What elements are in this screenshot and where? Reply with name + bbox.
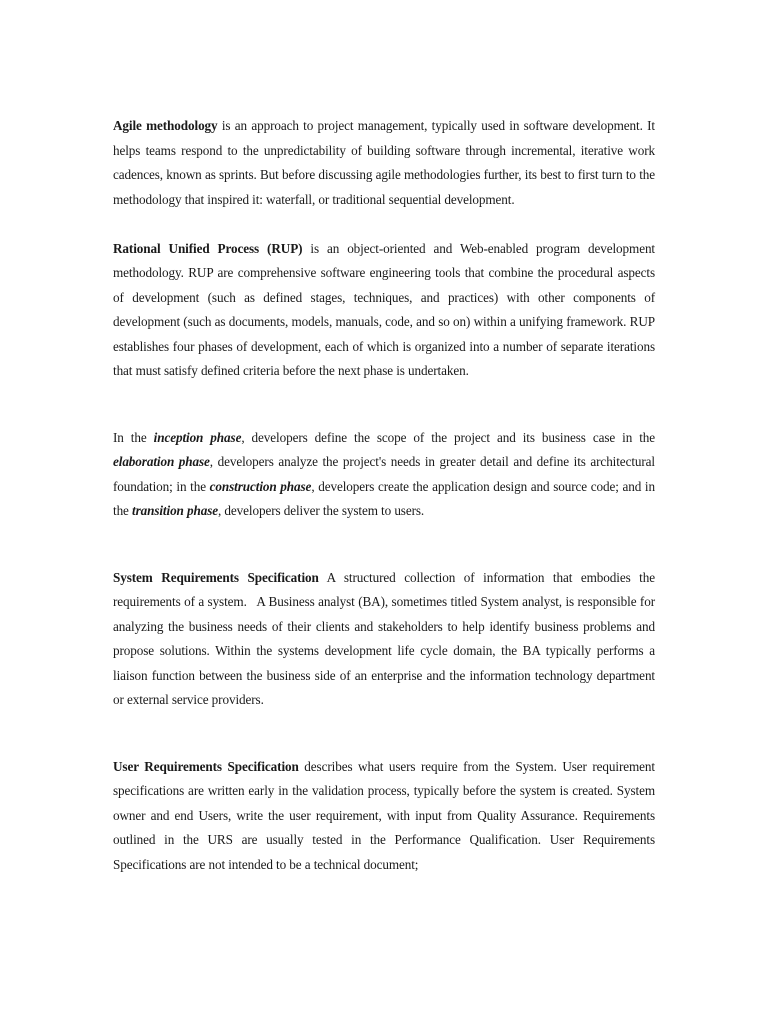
term-user-requirements-specification: User Requirements Specification: [113, 758, 299, 774]
paragraph-urs: [113, 755, 655, 878]
term-rup: Rational Unified Process (RUP): [113, 240, 303, 256]
paragraph-text: , developers create the application design and source code; and in the: [113, 478, 655, 518]
term-transition-phase: transition phase: [132, 503, 218, 518]
paragraph-rup: [113, 237, 655, 384]
paragraph-agile-methodology: [113, 114, 655, 212]
paragraph-text: is an approach to project management, typically used in software development. It helps teams respond to the unpredictability of building software through incremental, iterative work cadences, known as sprints. But before discussing agile methodologies further, its best to first turn to the methodology that inspired it: waterfall, or traditional sequential development.: [113, 118, 655, 207]
term-agile-methodology: Agile methodology: [113, 118, 218, 133]
paragraph-text: A structured collection of information that embodies the requirements of a system. A Business analyst (BA), sometimes titled System analyst, is responsible for analyzing the business needs of their clients and stakeholders to help identify business problems and propose solutions. Within the systems development life cycle domain, the BA typically performs a liaison function between the business side of an enterprise and the information technology department or external service providers.: [113, 569, 655, 707]
term-elaboration-phase: elaboration phase: [113, 454, 210, 469]
document-body: [113, 114, 655, 877]
paragraph-rup-phases: [113, 426, 655, 524]
paragraph-text: , developers analyze the project's needs in greater detail and define its architectural foundation; in the: [113, 454, 655, 494]
term-construction-phase: construction phase: [209, 478, 312, 494]
paragraph-text: , developers define the scope of the project and its business case in the: [241, 429, 656, 445]
paragraph-text: is an object-oriented and Web-enabled program development methodology. RUP are comprehensive software engineering tools that combine the procedural aspects of development (such as defined stages, techniques, and practices) with other components of development (such as documents, models, manuals, code, and so on) within a unifying framework. RUP establishes four phases of development, each of which is organized into a number of separate iterations that must satisfy defined criteria before the next phase is undertaken.: [113, 240, 656, 378]
paragraph-srs: [113, 566, 655, 713]
paragraph-text: describes what users require from the System. User requirement specifications are written early in the validation process, typically before the system is created. System owner and end Users, write the user requirement, with input from Quality Assurance. Requirements outlined in the URS are usually tested in the Performance Qualification. User Requirements Specifications are not intended to be a technical document;: [113, 758, 655, 872]
term-inception-phase: inception phase: [153, 429, 242, 445]
paragraph-text: In the: [113, 429, 154, 445]
term-system-requirements-specification: System Requirements Specification: [113, 569, 319, 585]
paragraph-text: , developers deliver the system to users.: [218, 503, 425, 518]
